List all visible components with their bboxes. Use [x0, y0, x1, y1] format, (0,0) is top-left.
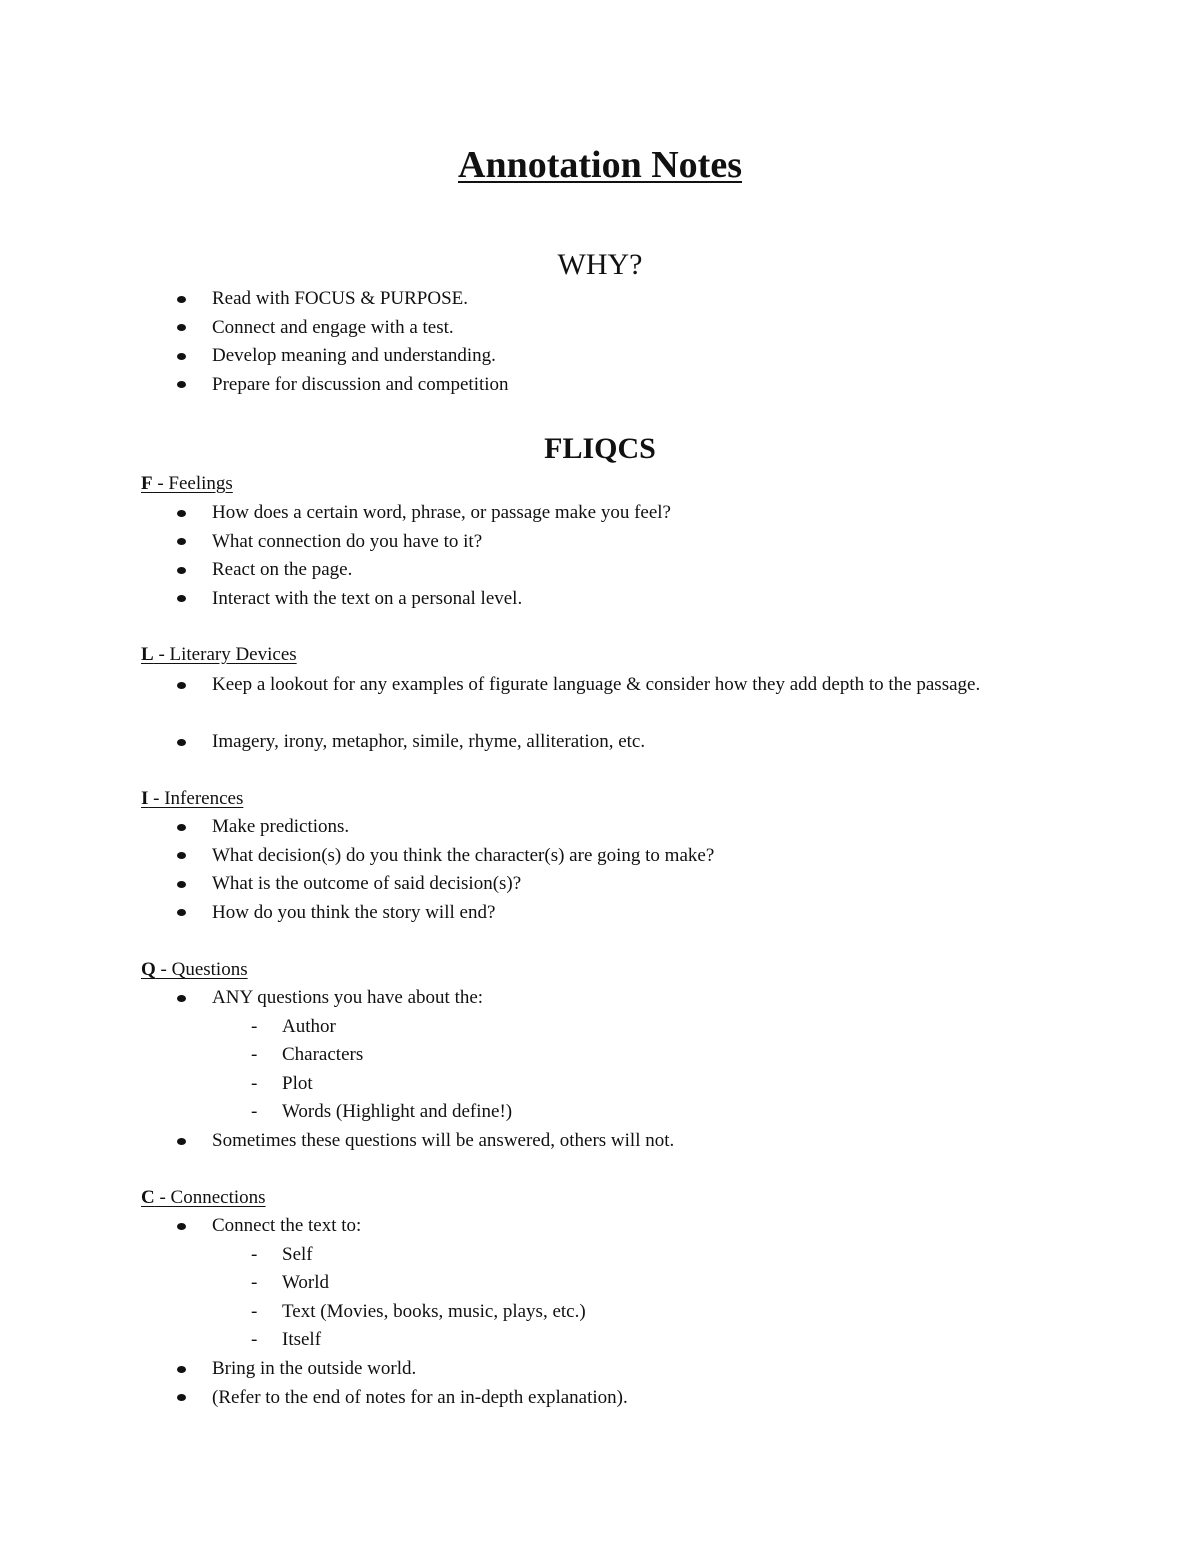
dash-marker: - — [251, 1044, 258, 1066]
list-item: Develop meaning and understanding. — [0, 342, 1200, 371]
bullet-icon — [177, 682, 186, 689]
bullet-icon — [177, 353, 186, 360]
page-title: Annotation Notes — [458, 144, 742, 186]
bullet-icon — [177, 881, 186, 888]
section-heading-questions — [141, 956, 248, 984]
section-letter: Q — [141, 959, 156, 980]
section-label: - Literary Devices — [153, 644, 297, 665]
bullet-icon — [177, 1394, 186, 1401]
list-item: Interact with the text on a personal level. — [0, 585, 1200, 614]
section-letter: I — [141, 788, 149, 809]
fliqcs-heading: FLIQCS — [544, 432, 656, 465]
list-item: Bring in the outside world. — [0, 1355, 1200, 1384]
bullet-icon — [177, 510, 186, 517]
bullet-icon — [177, 296, 186, 303]
section-label: - Connections — [154, 1187, 266, 1208]
bullet-icon — [177, 995, 186, 1002]
list-item: How does a certain word, phrase, or passage make you feel? — [0, 499, 1200, 528]
bullet-icon — [177, 739, 186, 746]
sub-list-item: - Characters — [0, 1041, 1200, 1070]
list-item: (Refer to the end of notes for an in-depth explanation). — [0, 1384, 1200, 1413]
bullet-icon — [177, 324, 186, 331]
bullet-icon — [177, 824, 186, 831]
section-letter: F — [141, 473, 153, 494]
bullet-icon — [177, 538, 186, 545]
sub-list-item: - World — [0, 1269, 1200, 1298]
bullet-icon — [177, 1138, 186, 1145]
bullet-icon — [177, 1366, 186, 1373]
sub-list-item: - Plot — [0, 1070, 1200, 1099]
dash-marker: - — [251, 1329, 258, 1351]
list-item: Prepare for discussion and competition — [0, 371, 1200, 400]
section-letter: L — [141, 644, 154, 665]
list-item: What connection do you have to it? — [0, 528, 1200, 557]
section-heading-connections — [141, 1184, 266, 1212]
list-item: What is the outcome of said decision(s)? — [0, 870, 1200, 899]
sub-list-item: - Self — [0, 1241, 1200, 1270]
dash-marker: - — [251, 1072, 258, 1094]
list-item: Connect and engage with a test. — [0, 314, 1200, 343]
list-item: Imagery, irony, metaphor, simile, rhyme, alliteration, etc. — [0, 728, 1200, 757]
bullet-icon — [177, 567, 186, 574]
sub-list-item: - Itself — [0, 1326, 1200, 1355]
section-heading-literary-devices — [141, 641, 297, 669]
list-item: Read with FOCUS & PURPOSE. — [0, 285, 1200, 314]
bullet-icon — [177, 381, 186, 388]
bullet-icon — [177, 595, 186, 602]
list-item: How do you think the story will end? — [0, 899, 1200, 928]
sub-list-item: - Words (Highlight and define!) — [0, 1098, 1200, 1127]
list-item: Connect the text to: — [0, 1212, 1200, 1241]
dash-marker: - — [251, 1016, 258, 1037]
dash-marker: - — [251, 1243, 258, 1265]
bullet-icon — [177, 852, 186, 859]
bullet-icon — [177, 1223, 186, 1230]
list-item: What decision(s) do you think the character(s) are going to make? — [0, 842, 1200, 871]
section-label: - Feelings — [152, 473, 233, 494]
why-heading: WHY? — [557, 248, 643, 281]
section-heading-feelings — [141, 470, 233, 498]
sub-list-item: - Text (Movies, books, music, plays, etc.) — [0, 1298, 1200, 1327]
list-item: Make predictions. — [0, 813, 1200, 842]
dash-marker: - — [251, 1300, 258, 1322]
section-label: - Questions — [155, 959, 248, 980]
section-heading-inferences — [141, 785, 243, 813]
bullet-icon — [177, 909, 186, 916]
section-letter: C — [141, 1187, 155, 1208]
sub-list-item: - Author — [0, 1013, 1200, 1042]
dash-marker: - — [251, 1272, 258, 1294]
list-item: ANY questions you have about the: — [0, 984, 1200, 1013]
dash-marker: - — [251, 1101, 258, 1123]
section-label: - Inferences — [148, 788, 244, 809]
list-item: Sometimes these questions will be answered, others will not. — [0, 1127, 1200, 1156]
list-item: Keep a lookout for any examples of figurate language & consider how they add depth to the passage. — [0, 671, 1200, 728]
list-item: React on the page. — [0, 556, 1200, 585]
